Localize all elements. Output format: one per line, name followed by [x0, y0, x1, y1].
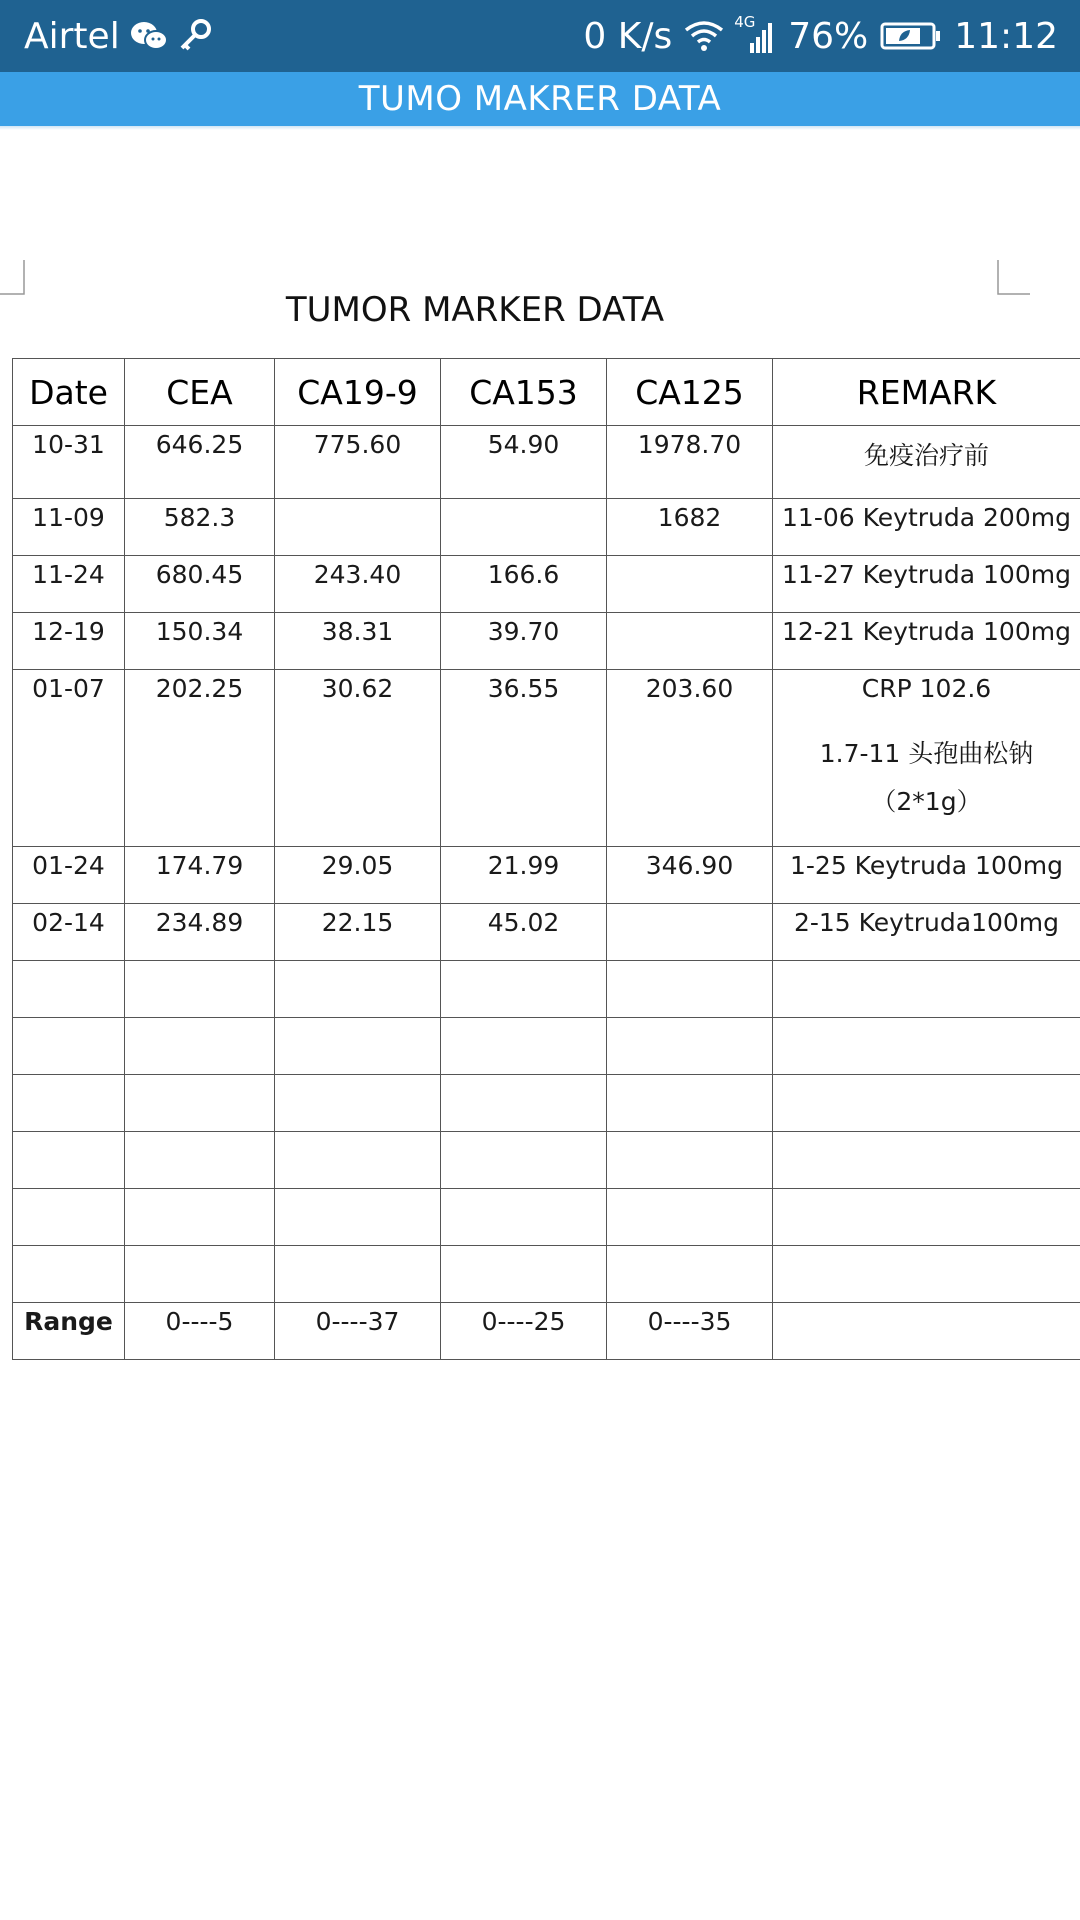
empty-cell: [275, 1246, 441, 1303]
empty-cell: [125, 1075, 275, 1132]
remark-line: 11-27 Keytruda 100mg: [782, 560, 1071, 589]
empty-cell: [275, 1189, 441, 1246]
empty-cell: [13, 1018, 125, 1075]
empty-cell: [125, 1018, 275, 1075]
cell-cea: 150.34: [125, 613, 275, 670]
network-type-label: 4G: [734, 13, 756, 31]
cell-remark: [773, 556, 1080, 613]
remark-line: （2*1g）: [871, 787, 982, 816]
cell-ca125: [607, 904, 773, 961]
remark-line: 12-21 Keytruda 100mg: [782, 617, 1071, 646]
cell-remark: [773, 670, 1080, 847]
cell-cea: 646.25: [125, 426, 275, 499]
empty-cell: [13, 1246, 125, 1303]
cell-ca125: 203.60: [607, 670, 773, 847]
empty-cell: [441, 961, 607, 1018]
cell-cea: 234.89: [125, 904, 275, 961]
empty-cell: [773, 961, 1080, 1018]
column-header-ca125: CA125: [607, 359, 773, 426]
wifi-icon: [684, 20, 724, 52]
empty-cell: [773, 1018, 1080, 1075]
cell-date: 12-19: [13, 613, 125, 670]
table-row: [13, 556, 1080, 613]
empty-cell: [441, 1189, 607, 1246]
empty-cell: [125, 961, 275, 1018]
cell-ca199: 29.05: [275, 847, 441, 904]
status-right: [583, 0, 1058, 72]
remark-line: 1.7-11 头孢曲松钠: [819, 739, 1034, 768]
empty-cell: [607, 1132, 773, 1189]
signal-icon: [734, 13, 776, 53]
cell-ca125: [607, 613, 773, 670]
empty-cell: [275, 1018, 441, 1075]
cell-ca153: 21.99: [441, 847, 607, 904]
empty-cell: [607, 1246, 773, 1303]
empty-row: [13, 1246, 1080, 1303]
empty-row: [13, 961, 1080, 1018]
cell-date: 01-24: [13, 847, 125, 904]
empty-cell: [607, 961, 773, 1018]
network-speed: 0 K/s: [583, 15, 673, 57]
cell-date: 02-14: [13, 904, 125, 961]
table-row: [13, 904, 1080, 961]
wechat-icon: [130, 20, 168, 52]
range-row: [13, 1303, 1080, 1360]
table-row: [13, 426, 1080, 499]
cell-date: 01-07: [13, 670, 125, 847]
table-row: [13, 499, 1080, 556]
empty-cell: [607, 1189, 773, 1246]
cell-date: 10-31: [13, 426, 125, 499]
column-header-date: Date: [13, 359, 125, 426]
cell-ca199: [275, 499, 441, 556]
cell-ca153: 39.70: [441, 613, 607, 670]
key-icon: [178, 19, 212, 53]
table-row: [13, 670, 1080, 847]
empty-cell: [125, 1132, 275, 1189]
cell-cea: 174.79: [125, 847, 275, 904]
status-left: [24, 0, 212, 72]
status-bar: [0, 0, 1080, 72]
tumor-marker-table: [12, 358, 1080, 1360]
cell-ca125: 1682: [607, 499, 773, 556]
cell-remark: [773, 499, 1080, 556]
remark-line: 2-15 Keytruda100mg: [793, 908, 1060, 937]
range-label: Range: [13, 1303, 125, 1360]
range-ca153: 0----25: [441, 1303, 607, 1360]
empty-cell: [441, 1246, 607, 1303]
table-row: [13, 613, 1080, 670]
empty-cell: [275, 1132, 441, 1189]
app-bar-title: TUMO MAKRER DATA: [358, 79, 722, 119]
cell-cea: 202.25: [125, 670, 275, 847]
cell-ca153: 54.90: [441, 426, 607, 499]
cell-cea: 680.45: [125, 556, 275, 613]
empty-cell: [13, 1189, 125, 1246]
crop-mark-right: [996, 260, 1032, 296]
cell-ca199: 30.62: [275, 670, 441, 847]
range-ca199: 0----37: [275, 1303, 441, 1360]
empty-cell: [773, 1246, 1080, 1303]
battery-icon: [880, 21, 942, 51]
cell-remark: [773, 613, 1080, 670]
column-header-ca153: CA153: [441, 359, 607, 426]
cell-ca199: 22.15: [275, 904, 441, 961]
column-header-ca199: CA19-9: [275, 359, 441, 426]
empty-cell: [773, 1189, 1080, 1246]
empty-cell: [773, 1075, 1080, 1132]
document-title: TUMOR MARKER DATA: [285, 290, 665, 330]
empty-cell: [441, 1075, 607, 1132]
empty-cell: [607, 1018, 773, 1075]
empty-row: [13, 1075, 1080, 1132]
app-bar: [0, 72, 1080, 126]
empty-cell: [13, 961, 125, 1018]
cell-remark: [773, 904, 1080, 961]
empty-cell: [13, 1132, 125, 1189]
remark-line: CRP 102.6: [861, 674, 992, 703]
cell-ca153: 166.6: [441, 556, 607, 613]
carrier-label: Airtel: [24, 15, 120, 57]
remark-line: 1-25 Keytruda 100mg: [789, 851, 1063, 880]
range-cea: 0----5: [125, 1303, 275, 1360]
clock: 11:12: [954, 15, 1058, 57]
cell-ca125: [607, 556, 773, 613]
empty-cell: [13, 1075, 125, 1132]
cell-ca125: 346.90: [607, 847, 773, 904]
cell-date: 11-24: [13, 556, 125, 613]
cell-date: 11-09: [13, 499, 125, 556]
cell-ca199: 775.60: [275, 426, 441, 499]
empty-cell: [441, 1018, 607, 1075]
battery-percent: 76%: [788, 15, 869, 57]
cell-ca125: 1978.70: [607, 426, 773, 499]
column-header-cea: CEA: [125, 359, 275, 426]
column-header-remark: REMARK: [773, 359, 1080, 426]
range-remark: [773, 1303, 1080, 1360]
empty-cell: [275, 1075, 441, 1132]
empty-cell: [125, 1246, 275, 1303]
cell-ca153: [441, 499, 607, 556]
cell-remark: [773, 847, 1080, 904]
remark-line: 11-06 Keytruda 200mg: [782, 503, 1071, 532]
empty-cell: [607, 1075, 773, 1132]
document-page[interactable]: [0, 130, 1080, 1920]
remark-line: 免疫治疗前: [863, 441, 989, 470]
cell-ca153: 36.55: [441, 670, 607, 847]
empty-cell: [275, 961, 441, 1018]
range-ca125: 0----35: [607, 1303, 773, 1360]
cell-cea: 582.3: [125, 499, 275, 556]
empty-row: [13, 1132, 1080, 1189]
empty-cell: [773, 1132, 1080, 1189]
cell-ca153: 45.02: [441, 904, 607, 961]
empty-row: [13, 1018, 1080, 1075]
table-header-row: [13, 359, 1080, 426]
cell-remark: [773, 426, 1080, 499]
table-row: [13, 847, 1080, 904]
cell-ca199: 38.31: [275, 613, 441, 670]
empty-cell: [441, 1132, 607, 1189]
empty-cell: [125, 1189, 275, 1246]
cell-ca199: 243.40: [275, 556, 441, 613]
empty-row: [13, 1189, 1080, 1246]
